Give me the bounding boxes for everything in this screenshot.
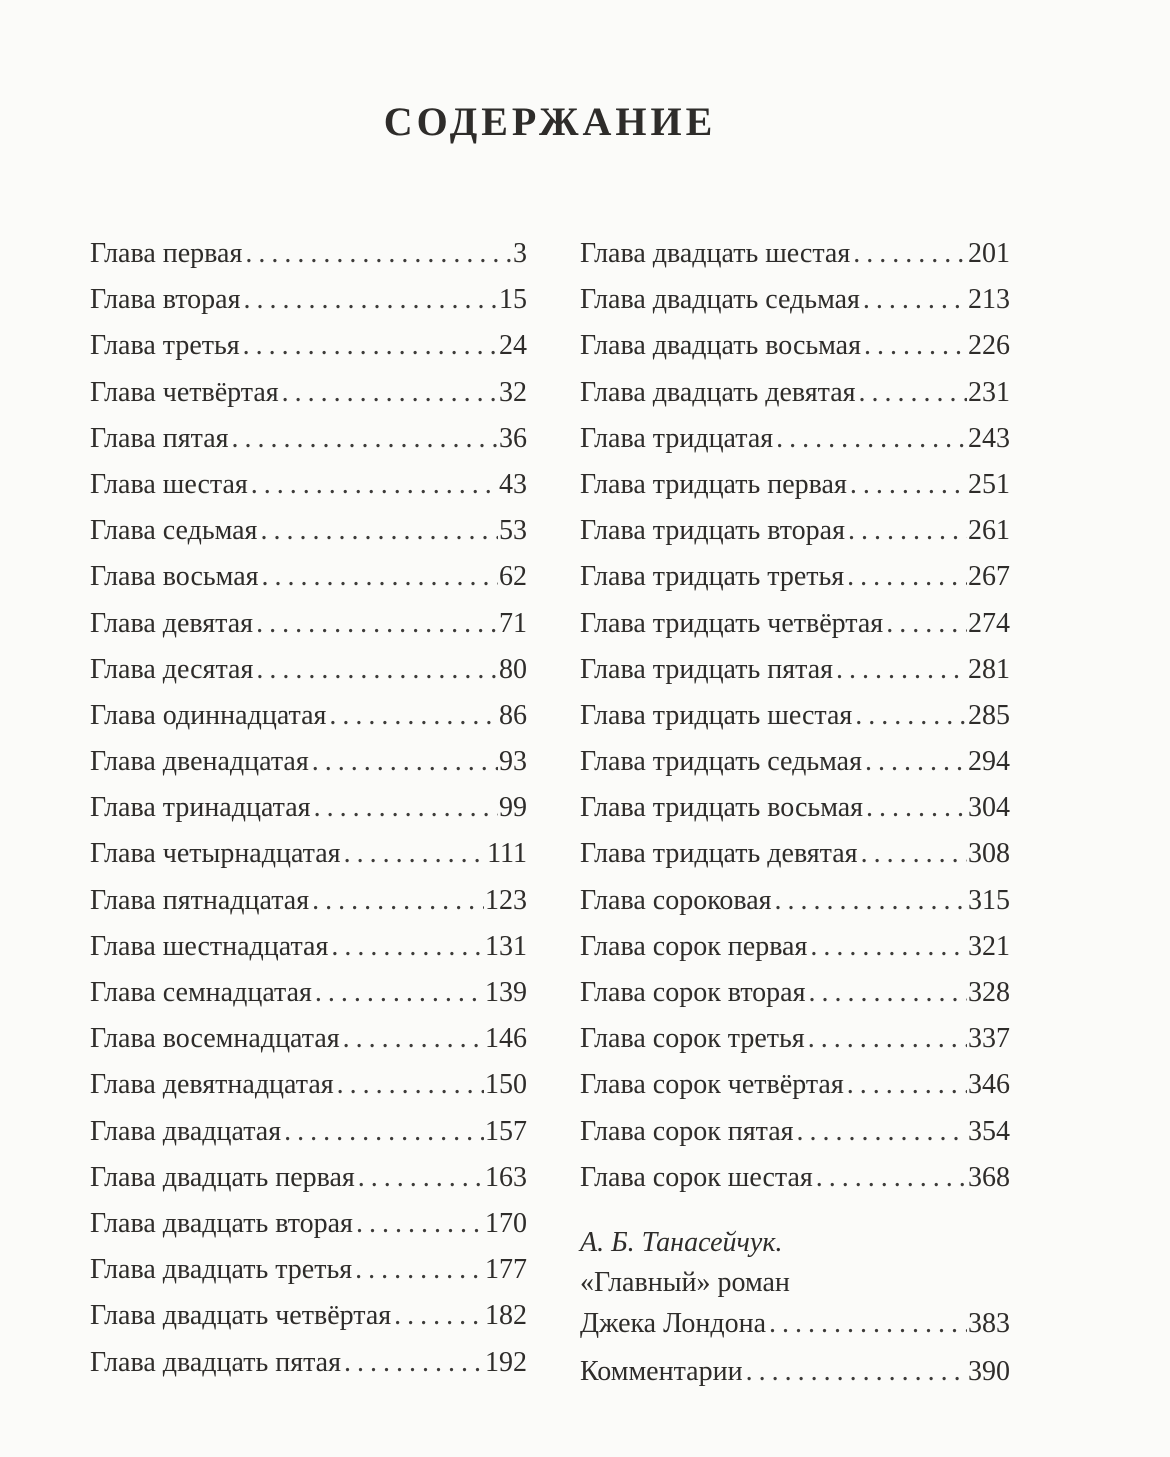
dot-leader (810, 924, 967, 970)
toc-entry (90, 1016, 527, 1062)
toc-entry-page: 99 (499, 792, 527, 824)
toc-entry-label: Глава девятая (90, 607, 254, 639)
toc-entry-page: 243 (968, 422, 1010, 454)
dot-leader (260, 508, 498, 554)
dot-leader (861, 831, 967, 877)
toc-entry (90, 739, 527, 785)
toc-entry-page: 170 (485, 1207, 527, 1239)
toc-entry (580, 785, 1010, 831)
dot-leader (245, 231, 512, 277)
toc-entry-label: Глава тридцать четвёртая (580, 607, 884, 639)
afterword-author: А. Б. Танасейчук. (580, 1226, 783, 1258)
toc-entry-page: 261 (968, 515, 1010, 547)
toc-entry (580, 831, 1010, 877)
toc-column-right (580, 231, 1010, 1393)
toc-entry-label: Глава двадцатая (90, 1115, 282, 1147)
toc-entry-label: Глава двенадцатая (90, 746, 309, 778)
toc-entry-label: Глава одиннадцатая (90, 699, 327, 731)
toc-entry-page: 267 (968, 561, 1010, 593)
toc-entry (90, 416, 527, 462)
toc-entry (580, 370, 1010, 416)
toc-entry (580, 416, 1010, 462)
toc-entry-label: Глава десятая (90, 653, 254, 685)
dot-leader (809, 970, 968, 1016)
toc-entry (90, 785, 527, 831)
toc-entry (580, 277, 1010, 323)
toc-page (90, 0, 1010, 1393)
toc-entry-page: 182 (485, 1300, 527, 1332)
toc-entry (580, 231, 1010, 277)
toc-entry (90, 462, 527, 508)
toc-entry-label: Глава двадцать восьмая (580, 330, 861, 362)
toc-entry (580, 924, 1010, 970)
toc-entry (580, 739, 1010, 785)
toc-entry-page: 213 (968, 284, 1010, 316)
toc-entry (90, 1247, 527, 1293)
toc-entry-label: Глава вторая (90, 284, 241, 316)
toc-entry (90, 970, 527, 1016)
toc-entry-page: 274 (968, 607, 1010, 639)
toc-entry-label: Глава двадцать четвёртая (90, 1300, 392, 1332)
dot-leader (284, 1109, 484, 1155)
toc-entry-page: 177 (485, 1254, 527, 1286)
toc-entry (90, 601, 527, 647)
toc-entry (90, 1340, 527, 1386)
toc-entry-label: Глава двадцать пятая (90, 1346, 341, 1378)
toc-entry-label: Глава сорок первая (580, 930, 808, 962)
dot-leader (848, 508, 967, 554)
dot-leader (358, 1155, 484, 1201)
afterword-entry (580, 1223, 1010, 1393)
afterword-title-line2: Джека Лондона (580, 1307, 767, 1339)
toc-entry (90, 231, 527, 277)
toc-entry-page: 80 (499, 653, 527, 685)
dot-leader (243, 277, 498, 323)
toc-entry-label: Глава восемнадцатая (90, 1023, 340, 1055)
toc-entry (90, 370, 527, 416)
page-title: СОДЕРЖАНИЕ (383, 99, 717, 144)
toc-entry (90, 1293, 527, 1339)
toc-entry-label: Глава двадцать девятая (580, 376, 856, 408)
toc-entry (90, 1109, 527, 1155)
toc-entry-page: 146 (485, 1023, 527, 1055)
toc-entry-label: Глава тридцать девятая (580, 838, 858, 870)
dot-leader (863, 277, 967, 323)
afterword-page: 383 (968, 1307, 1010, 1339)
toc-column-left (90, 231, 527, 1393)
toc-entry-label: Глава тридцать вторая (580, 515, 845, 547)
toc-entry-label: Глава шестая (90, 468, 248, 500)
toc-entry (90, 1201, 527, 1247)
toc-entry-label: Глава пятая (90, 422, 229, 454)
toc-entry-page: 354 (968, 1115, 1010, 1147)
toc-entry-page: 157 (485, 1115, 527, 1147)
dot-leader (282, 370, 498, 416)
toc-entry (90, 508, 527, 554)
toc-entry (580, 323, 1010, 369)
toc-entry-label: Глава пятнадцатая (90, 884, 310, 916)
toc-entry-label: Глава четвёртая (90, 376, 279, 408)
toc-entry (580, 1155, 1010, 1201)
toc-entry-label: Глава сорок вторая (580, 977, 806, 1008)
dot-leader (808, 1016, 967, 1062)
toc-entry-label: Глава сорок четвёртая (580, 1069, 844, 1101)
dot-leader (859, 370, 967, 416)
toc-entry-label: Глава двадцать седьмая (580, 284, 860, 316)
dot-leader (256, 647, 498, 693)
toc-entry (90, 1062, 527, 1108)
toc-entry-label: Глава тридцать восьмая (580, 792, 864, 824)
toc-entry (580, 970, 1010, 1016)
dot-leader (344, 831, 487, 877)
toc-entry (580, 462, 1010, 508)
toc-entry-page: 150 (485, 1069, 527, 1101)
dot-leader (356, 1201, 484, 1247)
toc-entry-label: Глава тридцать седьмая (580, 746, 862, 778)
toc-entry (90, 878, 527, 924)
toc-entry-page: 36 (499, 422, 527, 454)
toc-entry-label: Глава тридцать пятая (580, 653, 834, 685)
dot-leader (337, 1062, 484, 1108)
toc-entry-label: Глава шестнадцатая (90, 930, 329, 962)
toc-entry-page: 163 (485, 1161, 527, 1193)
dot-leader (847, 554, 967, 600)
afterword-title-line2-row (580, 1303, 1010, 1345)
dot-leader (776, 416, 967, 462)
toc-entry-label: Глава седьмая (90, 515, 258, 547)
toc-entry (90, 277, 527, 323)
toc-entry-label: Глава сорок третья (580, 1023, 805, 1055)
comments-entry (580, 1351, 1010, 1393)
dot-leader (816, 1155, 967, 1201)
toc-entry-label: Глава девятнадцатая (90, 1069, 334, 1101)
toc-entry-page: 226 (968, 330, 1010, 362)
afterword-title-line1: «Главный» роман (580, 1266, 790, 1298)
toc-entry-label: Глава тридцать шестая (580, 699, 853, 731)
toc-entry-page: 294 (968, 746, 1010, 778)
toc-entry-label: Глава двадцать третья (90, 1254, 353, 1286)
toc-columns (90, 231, 1010, 1393)
toc-entry-page: 192 (485, 1346, 527, 1378)
toc-entry-label: Глава тридцатая (580, 422, 774, 454)
toc-entry (580, 554, 1010, 600)
toc-entry (580, 693, 1010, 739)
toc-entry-page: 231 (968, 376, 1010, 408)
toc-entry-page: 315 (968, 884, 1010, 916)
toc-entry (580, 601, 1010, 647)
toc-entry-label: Глава сорок шестая (580, 1161, 813, 1193)
toc-entry (580, 878, 1010, 924)
toc-entry (580, 1109, 1010, 1155)
toc-entry-page: 251 (968, 468, 1010, 500)
dot-leader (331, 924, 484, 970)
dot-leader (836, 647, 967, 693)
comments-label: Комментарии (580, 1355, 743, 1387)
toc-right-rows (580, 231, 1010, 1201)
toc-entry-page: 328 (968, 977, 1010, 1008)
dot-leader (243, 323, 498, 369)
dot-leader (262, 554, 498, 600)
toc-entry-label: Глава сорок пятая (580, 1115, 794, 1147)
toc-entry-label: Глава третья (90, 330, 240, 362)
toc-entry-label: Глава двадцать вторая (90, 1207, 353, 1239)
toc-entry-page: 24 (499, 330, 527, 362)
toc-entry-page: 337 (968, 1023, 1010, 1055)
toc-entry-label: Глава тридцать третья (580, 561, 845, 593)
toc-entry (580, 1016, 1010, 1062)
toc-entry-page: 368 (968, 1161, 1010, 1193)
toc-entry-page: 86 (499, 699, 527, 731)
toc-entry (580, 647, 1010, 693)
toc-entry-label: Глава первая (90, 238, 243, 269)
toc-entry (90, 693, 527, 739)
toc-entry (90, 554, 527, 600)
toc-entry (580, 508, 1010, 554)
toc-entry (90, 1155, 527, 1201)
dot-leader (866, 785, 967, 831)
dot-leader (232, 416, 498, 462)
toc-entry-page: 15 (499, 284, 527, 316)
toc-entry-page: 321 (968, 930, 1010, 962)
toc-entry-page: 111 (487, 838, 527, 870)
toc-entry-page: 71 (499, 607, 527, 639)
dot-leader (865, 739, 967, 785)
toc-entry-page: 93 (499, 746, 527, 778)
toc-entry-page: 285 (968, 699, 1010, 731)
toc-entry-page: 53 (499, 515, 527, 547)
toc-entry-page: 346 (968, 1069, 1010, 1101)
toc-entry-page: 308 (968, 838, 1010, 870)
toc-entry-label: Глава сороковая (580, 884, 772, 916)
dot-leader (251, 462, 498, 508)
toc-entry-page: 123 (485, 884, 527, 916)
dot-leader (343, 1016, 484, 1062)
dot-leader (886, 601, 967, 647)
dot-leader (746, 1351, 967, 1393)
toc-left-rows (90, 231, 527, 1386)
toc-entry (90, 323, 527, 369)
toc-entry-page: 3 (513, 238, 527, 269)
toc-entry-label: Глава двадцать шестая (580, 238, 851, 269)
dot-leader (344, 1340, 484, 1386)
dot-leader (314, 785, 498, 831)
dot-leader (256, 601, 498, 647)
toc-entry (580, 1062, 1010, 1108)
toc-entry-page: 62 (499, 561, 527, 593)
dot-leader (315, 970, 484, 1016)
toc-entry (90, 831, 527, 877)
toc-entry-label: Глава семнадцатая (90, 977, 312, 1008)
comments-page: 390 (968, 1355, 1010, 1387)
dot-leader (847, 1062, 967, 1108)
dot-leader (394, 1293, 484, 1339)
toc-entry-page: 201 (968, 238, 1010, 269)
toc-entry-label: Глава четырнадцатая (90, 838, 341, 870)
dot-leader (329, 693, 498, 739)
toc-entry-label: Глава восьмая (90, 561, 259, 593)
toc-entry (90, 647, 527, 693)
toc-entry-label: Глава тридцать первая (580, 468, 847, 500)
toc-entry-page: 43 (499, 468, 527, 500)
toc-entry-page: 281 (968, 653, 1010, 685)
toc-entry-page: 131 (485, 930, 527, 962)
toc-entry-label: Глава тринадцатая (90, 792, 311, 824)
dot-leader (312, 739, 498, 785)
dot-leader (855, 693, 967, 739)
dot-leader (775, 878, 967, 924)
toc-entry (90, 924, 527, 970)
dot-leader (312, 878, 484, 924)
dot-leader (769, 1303, 967, 1345)
dot-leader (797, 1109, 967, 1155)
dot-leader (355, 1247, 484, 1293)
dot-leader (850, 462, 967, 508)
toc-entry-page: 139 (485, 977, 527, 1008)
dot-leader (853, 231, 967, 277)
dot-leader (864, 323, 967, 369)
toc-entry-page: 304 (968, 792, 1010, 824)
toc-entry-page: 32 (499, 376, 527, 408)
toc-entry-label: Глава двадцать первая (90, 1161, 355, 1193)
